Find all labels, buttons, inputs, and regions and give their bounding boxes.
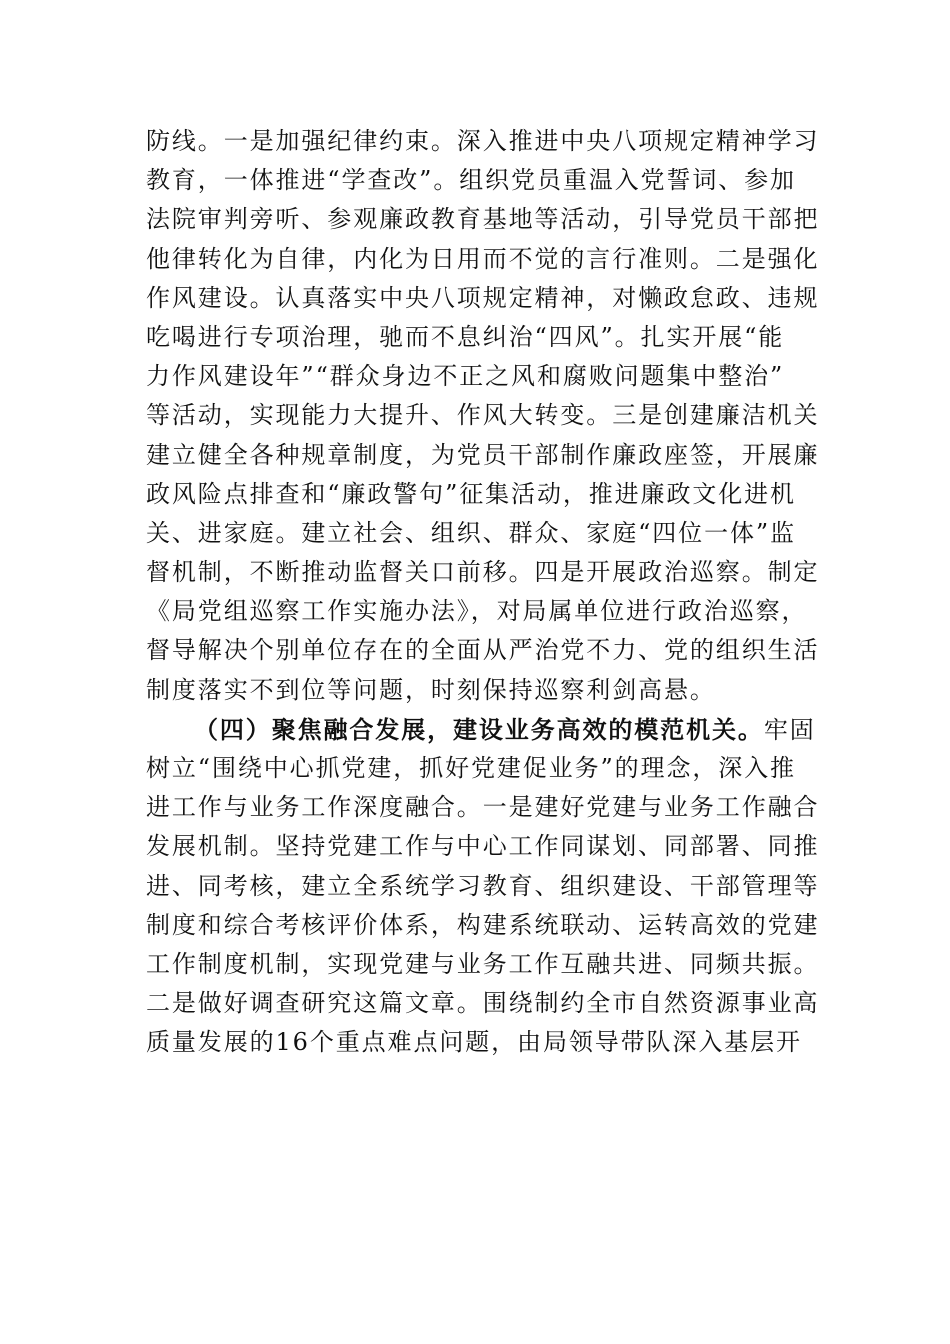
text-line: 等活动，实现能力大提升、作风大转变。三是创建廉洁机关 <box>146 401 820 430</box>
section-heading: （四）聚焦融合发展，建设业务高效的模范机关。 <box>194 714 764 744</box>
text-line: 制度落实不到位等问题，时刻保持巡察利剑高悬。 <box>146 675 716 704</box>
text-line: 制度和综合考核评价体系，构建系统联动、运转高效的党建 <box>146 910 820 939</box>
section-heading-line <box>146 710 826 749</box>
text-line: 树立“围绕中心抓党建，抓好党建促业务”的理念，深入推 <box>146 754 796 782</box>
text-line: 《局党组巡察工作实施办法》，对局属单位进行政治巡察， <box>146 597 808 626</box>
body-text <box>146 122 826 1063</box>
text-line: 防线。一是加强纪律约束。深入推进中央八项规定精神学习 <box>146 127 820 155</box>
text-line: 督导解决个别单位存在的全面从严治党不力、党的组织生活 <box>146 636 820 665</box>
text-line: 法院审判旁听、参观廉政教育基地等活动，引导党员干部把 <box>146 205 820 234</box>
text-line: 政风险点排查和“廉政警句”征集活动，推进廉政文化进机 <box>146 479 796 508</box>
text-line: 建立健全各种规章制度，为党员干部制作廉政座签，开展廉 <box>146 440 820 469</box>
text-line: 进、同考核，建立全系统学习教育、组织建设、干部管理等 <box>146 871 820 900</box>
text-line: 发展机制。坚持党建工作与中心工作同谋划、同部署、同推 <box>146 832 820 861</box>
text-line: 教育，一体推进“学查改”。组织党员重温入党誓词、参加 <box>146 166 796 195</box>
text-line: 他律转化为自律，内化为日用而不觉的言行准则。二是强化 <box>146 244 820 273</box>
section-heading-continuation: 牢固 <box>763 715 816 744</box>
text-line: 工作制度机制，实现党建与业务工作互融共进、同频共振。 <box>146 949 820 978</box>
text-line: 作风建设。认真落实中央八项规定精神，对懒政怠政、违规 <box>146 283 820 312</box>
text-line: 质量发展的16个重点难点问题，由局领导带队深入基层开 <box>146 1028 802 1057</box>
text-line: 督机制，不断推动监督关口前移。四是开展政治巡察。制定 <box>146 558 820 587</box>
text-line: 二是做好调查研究这篇文章。围绕制约全市自然资源事业高 <box>146 989 820 1018</box>
text-line: 关、进家庭。建立社会、组织、群众、家庭“四位一体”监 <box>146 518 796 547</box>
text-line: 吃喝进行专项治理，驰而不息纠治“四风”。扎实开展“能 <box>146 322 785 351</box>
text-line: 力作风建设年”“群众身边不正之风和腐败问题集中整治” <box>146 362 785 391</box>
text-line: 进工作与业务工作深度融合。一是建好党建与业务工作融合 <box>146 793 820 822</box>
